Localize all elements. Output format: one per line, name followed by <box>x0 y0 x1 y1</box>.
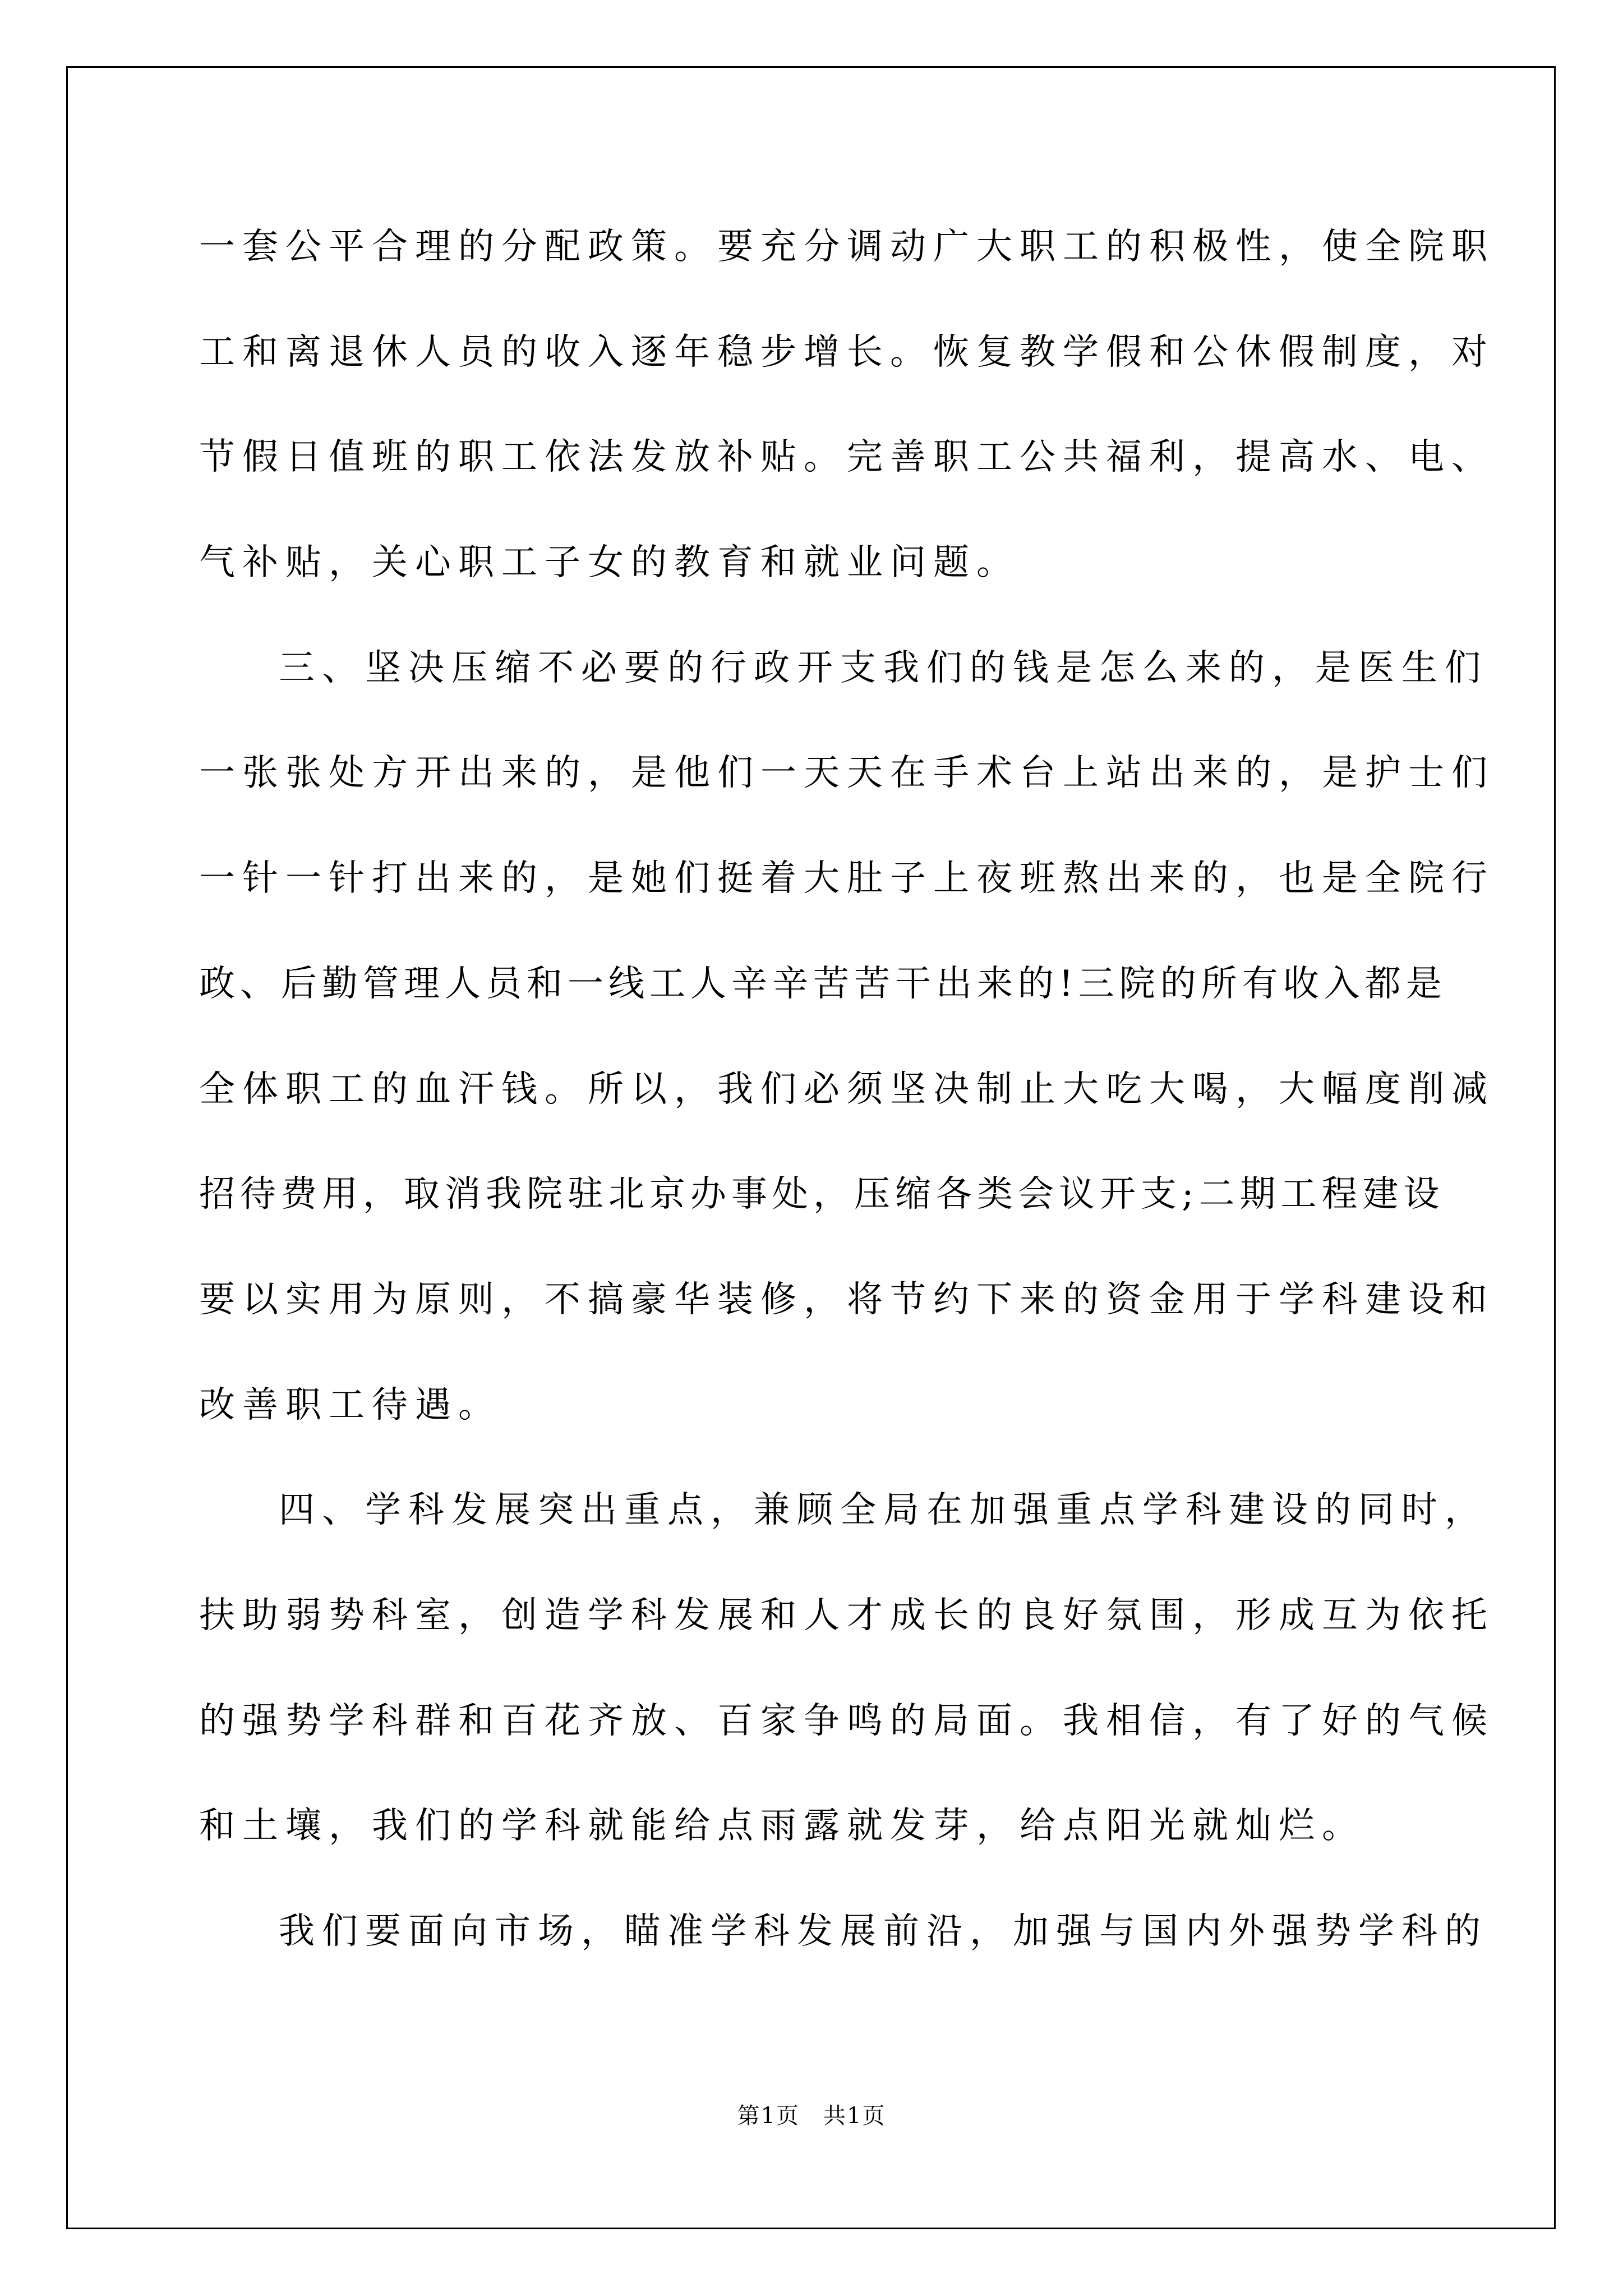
paragraph-five-start: 我们要面向市场，瞄准学科发展前沿，加强与国内外强势学科的 <box>279 1911 1488 1952</box>
body-text-line-11: 要以实用为原则，不搞豪华装修，将节约下来的资金用于学科建设和 <box>199 1279 1495 1320</box>
body-text-line-2: 工和离退休人员的收入逐年稳步增长。恢复教学假和公休假制度，对 <box>199 332 1495 373</box>
body-text-line-7: 一针一针打出来的，是她们挺着大肚子上夜班熬出来的，也是全院行 <box>199 858 1495 899</box>
body-text-line-9: 全体职工的血汗钱。所以，我们必须坚决制止大吃大喝，大幅度削减 <box>199 1069 1495 1110</box>
paragraph-four-start: 四、学科发展突出重点，兼顾全局在加强重点学科建设的同时， <box>279 1489 1488 1531</box>
body-text-line-10: 招待费用，取消我院驻北京办事处，压缩各类会议开支;二期工程建设 <box>199 1174 1445 1215</box>
body-text-line-12: 改善职工待遇。 <box>199 1384 501 1426</box>
body-text-line-15: 的强势学科群和百花齐放、百家争鸣的局面。我相信，有了好的气候 <box>199 1700 1495 1742</box>
body-text-line-14: 扶助弱势科室，创造学科发展和人才成长的良好氛围，形成互为依托 <box>199 1595 1495 1636</box>
body-text-line-6: 一张张处方开出来的，是他们一天天在手术台上站出来的，是护士们 <box>199 752 1495 794</box>
body-text-line-3: 节假日值班的职工依法发放补贴。完善职工公共福利，提高水、电、 <box>199 436 1495 478</box>
body-text-line-8: 政、后勤管理人员和一线工人辛辛苦苦干出来的!三院的所有收入都是 <box>199 963 1447 1005</box>
paragraph-three-start: 三、坚决压缩不必要的行政开支我们的钱是怎么来的，是医生们 <box>279 647 1488 689</box>
page-number-footer: 第1页 共1页 <box>737 2103 886 2129</box>
body-text-line-16: 和土壤，我们的学科就能给点雨露就发芽，给点阳光就灿烂。 <box>199 1805 1365 1847</box>
page-border <box>66 66 1556 2229</box>
body-text-line-1: 一套公平合理的分配政策。要充分调动广大职工的积极性，使全院职 <box>199 226 1495 268</box>
body-text-line-4: 气补贴，关心职工子女的教育和就业问题。 <box>199 542 1020 583</box>
